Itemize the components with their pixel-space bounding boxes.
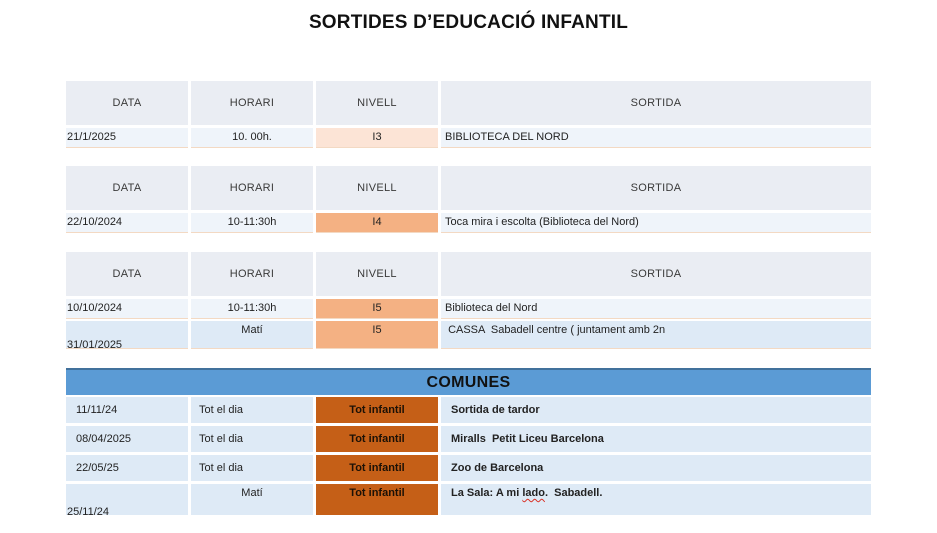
column-header-sortida: SORTIDA — [441, 166, 871, 210]
hanging-date: 31/01/2025 — [67, 339, 123, 351]
cell-horari: Tot el dia — [191, 455, 313, 481]
cell-sortida: Biblioteca del Nord — [441, 299, 871, 319]
hanging-date: 25/11/24 — [67, 506, 110, 518]
cell-data: 21/1/2025 — [66, 128, 188, 148]
cell-nivell: Tot infantil — [316, 455, 438, 481]
cell-nivell: I3 — [316, 128, 438, 148]
cell-nivell: I5 — [316, 321, 438, 349]
cell-data — [66, 484, 188, 518]
cell-data: 22/10/2024 — [66, 213, 188, 233]
table3-header-row — [66, 252, 871, 296]
table-row — [66, 299, 871, 318]
comunes-section-header: COMUNES — [66, 368, 871, 395]
table2-header-row — [66, 166, 871, 210]
column-header-nivell: NIVELL — [316, 166, 438, 210]
sortida-text: . Sabadell. — [544, 487, 603, 499]
cell-sortida: Miralls Petit Liceu Barcelona — [441, 426, 871, 452]
column-header-horari: HORARI — [191, 166, 313, 210]
table-row — [66, 397, 871, 423]
cell-horari: Tot el dia — [191, 397, 313, 423]
column-header-horari: HORARI — [191, 252, 313, 296]
cell-sortida: Zoo de Barcelona — [441, 455, 871, 481]
cell-nivell: I4 — [316, 213, 438, 233]
cell-horari: Tot el dia — [191, 426, 313, 452]
table1-header-row — [66, 81, 871, 125]
cell-data: 22/05/25 — [66, 455, 188, 481]
column-header-sortida: SORTIDA — [441, 81, 871, 125]
cell-nivell: Tot infantil — [316, 426, 438, 452]
cell-sortida: CASSA Sabadell centre ( juntament amb 2n — [441, 321, 871, 349]
table-row — [66, 455, 871, 481]
table-row — [66, 213, 871, 232]
misspelled-word: lado — [522, 487, 545, 499]
cell-horari: 10-11:30h — [191, 213, 313, 233]
cell-sortida: Toca mira i escolta (Biblioteca del Nord) — [441, 213, 871, 233]
cell-nivell: Tot infantil — [316, 397, 438, 423]
column-header-sortida: SORTIDA — [441, 252, 871, 296]
table-row — [66, 321, 871, 349]
cell-sortida: Sortida de tardor — [441, 397, 871, 423]
table-row — [66, 484, 871, 518]
column-header-nivell: NIVELL — [316, 81, 438, 125]
table-comunes — [66, 368, 871, 518]
cell-data: 10/10/2024 — [66, 299, 188, 319]
cell-data — [66, 321, 188, 349]
cell-horari: 10-11:30h — [191, 299, 313, 319]
column-header-nivell: NIVELL — [316, 252, 438, 296]
column-header-data: DATA — [66, 166, 188, 210]
table-sortides-1 — [66, 81, 871, 147]
table-row — [66, 426, 871, 452]
cell-sortida: BIBLIOTECA DEL NORD — [441, 128, 871, 148]
table-sortides-3 — [66, 252, 871, 349]
column-header-data: DATA — [66, 252, 188, 296]
cell-data: 11/11/24 — [66, 397, 188, 423]
cell-data: 08/04/2025 — [66, 426, 188, 452]
cell-horari: Matí — [191, 484, 313, 515]
column-header-data: DATA — [66, 81, 188, 125]
cell-nivell: I5 — [316, 299, 438, 319]
page-title: SORTIDES D’EDUCACIÓ INFANTIL — [308, 12, 629, 33]
table-row — [66, 128, 871, 147]
cell-sortida — [441, 484, 871, 515]
cell-nivell: Tot infantil — [316, 484, 438, 515]
table-sortides-2 — [66, 166, 871, 232]
sortida-text: La Sala: A mi — [451, 487, 523, 499]
cell-horari: 10. 00h. — [191, 128, 313, 148]
cell-horari: Matí — [191, 321, 313, 349]
column-header-horari: HORARI — [191, 81, 313, 125]
